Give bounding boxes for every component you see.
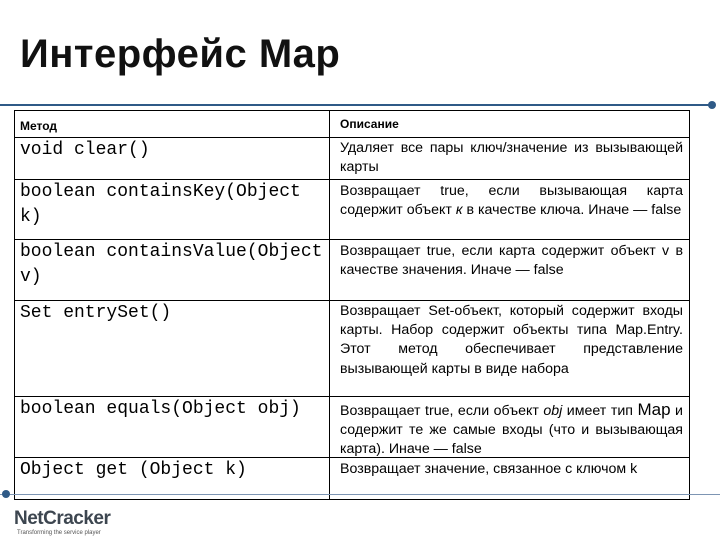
footer-dot	[2, 490, 10, 498]
description-cell: Возвращает Set-объект, который содержит входы карты. Набор содержит объекты типа Map.Entry. Этот метод обеспечивает представление вызывающей карты в виде набора	[340, 303, 683, 377]
method-cell: void clear()	[20, 140, 150, 160]
logo-wordmark: NetCracker	[14, 508, 111, 529]
logo-tagline: Transforming the service player	[17, 530, 101, 536]
description-cell: Возвращает значение, связанное с ключом k	[340, 461, 638, 477]
description-cell: Удаляет все пары ключ/значение из вызывающей карты	[340, 140, 683, 176]
title-divider	[0, 104, 712, 106]
method-cell: boolean containsKey(Object k)	[20, 182, 301, 227]
method-cell: boolean equals(Object obj)	[20, 399, 301, 419]
slide-title: Интерфейс Map	[20, 32, 341, 76]
method-cell: Set entrySet()	[20, 303, 172, 323]
description-cell: Возвращает true, если карта содержит объект v в качестве значения. Иначе — false	[340, 243, 683, 279]
method-cell: boolean containsValue(Object v)	[20, 242, 323, 287]
column-divider	[329, 110, 330, 500]
header-description: Описание	[340, 117, 399, 131]
header-method: Метод	[20, 119, 58, 133]
netcracker-logo	[14, 508, 144, 538]
footer-divider	[0, 494, 720, 495]
description-cell: Возвращает true, если объект obj имеет тип Map и содержит те же самые входы (что и вызывающая карта). Иначе — false	[340, 400, 683, 458]
method-cell: Object get (Object k)	[20, 460, 247, 480]
divider-dot	[708, 101, 716, 109]
description-cell: Возвращает true, если вызывающая карта содержит объект к в качестве ключа. Иначе — false	[340, 183, 683, 219]
